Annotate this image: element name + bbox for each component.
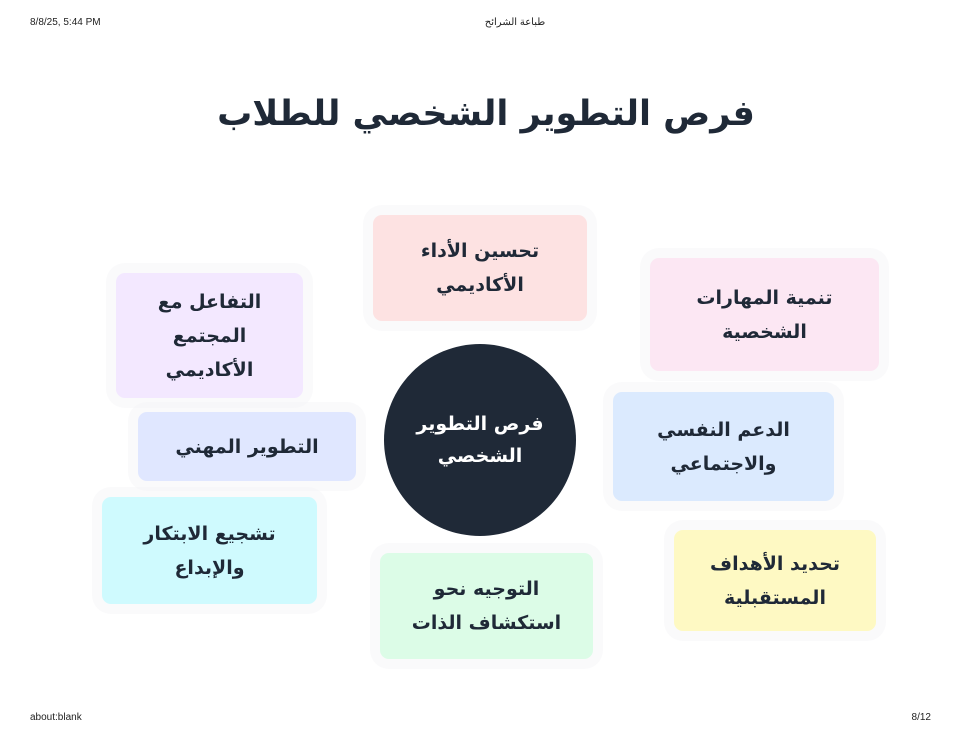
print-page-number: 8/12 — [911, 712, 931, 723]
slide-title: فرص التطوير الشخصي للطلاب — [217, 94, 755, 134]
node-community-interaction: التفاعل مع المجتمع الأكاديمي — [116, 273, 303, 398]
center-node: فرص التطوير الشخصي — [384, 344, 576, 536]
print-document-title: طباعة الشرائح — [484, 17, 546, 28]
node-innovation: تشجيع الابتكار والإبداع — [102, 497, 317, 604]
print-url: about:blank — [30, 712, 82, 723]
node-academic-performance: تحسين الأداء الأكاديمي — [373, 215, 587, 321]
node-future-goals: تحديد الأهداف المستقبلية — [674, 530, 876, 631]
node-personal-skills: تنمية المهارات الشخصية — [650, 258, 879, 371]
print-date: 8/8/25, 5:44 PM — [30, 17, 101, 28]
node-self-discovery: التوجيه نحو استكشاف الذات — [380, 553, 593, 659]
node-career-development: التطوير المهني — [138, 412, 356, 481]
node-psychosocial-support: الدعم النفسي والاجتماعي — [613, 392, 834, 501]
